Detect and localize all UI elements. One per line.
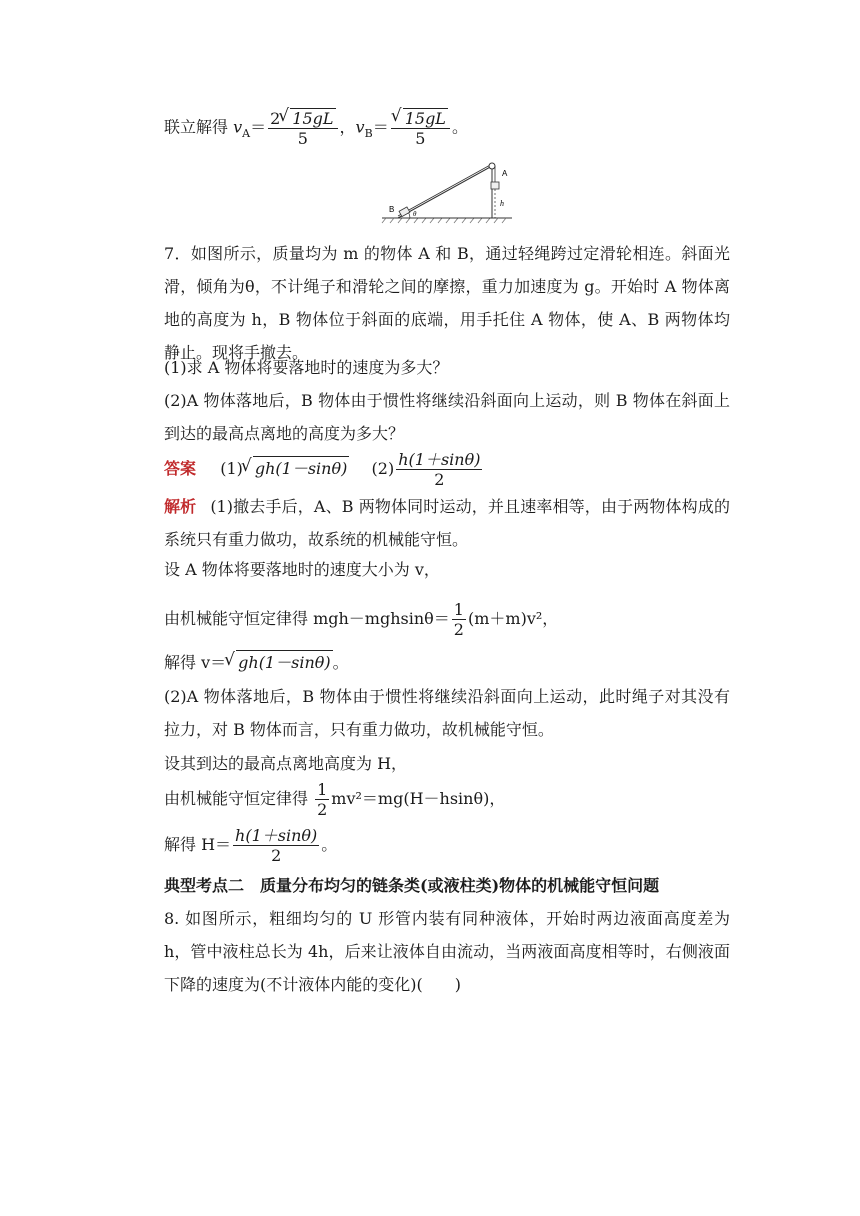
half-den-2: 2	[317, 800, 328, 820]
analysis-p8-fraction	[233, 826, 319, 865]
analysis-p4-prefix: 解得 v＝	[164, 653, 227, 672]
analysis-p2: 设 A 物体将要落地时的速度大小为 v，	[164, 560, 440, 579]
analysis-p8-den: 2	[271, 846, 282, 866]
analysis-p3-fraction	[452, 600, 466, 639]
half-num: 1	[453, 600, 464, 619]
result-line	[164, 108, 468, 148]
answer-part2-prefix: (2)	[371, 459, 395, 479]
analysis-p1-text: (1)撤去手后，A、B 两物体同时运动，并且速率相等，由于两物体构成的系统只有重力做功，故系统的机械能守恒。	[164, 497, 730, 549]
analysis-p4-radicand: gh(1－sinθ)	[236, 650, 332, 675]
va-radicand: 15gL	[292, 109, 334, 128]
block-b	[399, 207, 410, 217]
half-den: 2	[453, 620, 464, 640]
analysis-p8	[164, 826, 337, 865]
eq-sign-2: ＝	[372, 117, 389, 137]
q8-stem: 8. 如图所示，粗细均匀的 U 形管内装有同种液体，开始时两边液面高度差为 h，管中液柱总长为 4h，后来让液体自由流动，当两液面高度相等时，右侧液面下降的速度为(不计液体内能的变化)( )	[164, 909, 730, 994]
q7-stem: 7．如图所示，质量均为 m 的物体 A 和 B，通过轻绳跨过定滑轮相连。斜面光滑，倾角为θ，不计绳子和滑轮之间的摩擦，重力加速度为 g。开始时 A 物体离地的高度为 h，B 物体位于斜面的底端，用手托住 A 物体，使 A、B 两物体均静止。现将手撤去。	[164, 244, 730, 362]
va-denominator: 5	[297, 129, 308, 149]
result-prefix: 联立解得	[164, 117, 234, 137]
incline-pulley-figure	[378, 160, 514, 224]
analysis-p4	[164, 650, 349, 675]
analysis-p1	[164, 490, 730, 556]
analysis-p7-suffix: mv²＝mg(H－hsinθ)，	[331, 789, 506, 809]
q7-part2: (2)A 物体落地后，B 物体由于惯性将继续沿斜面向上运动，则 B 物体在斜面上到达的最高点离地的高度为多大？	[164, 391, 730, 443]
analysis-p8-prefix: 解得 H＝	[164, 835, 232, 855]
va-sub: A	[242, 126, 251, 140]
analysis-p7-prefix: 由机械能守恒定律得	[164, 789, 314, 809]
va-fraction	[268, 108, 337, 148]
analysis-p7	[164, 780, 505, 819]
vb-fraction	[391, 108, 450, 148]
comma: ，	[339, 117, 356, 137]
analysis-p8-num: h(1＋sinθ)	[235, 826, 318, 845]
answer-line	[164, 450, 484, 489]
analysis-p6: 设其到达的最高点离地高度为 H，	[164, 754, 408, 773]
answer-part1-prefix: (1)	[220, 459, 243, 479]
answer-part1-radicand: gh(1－sinθ)	[253, 456, 349, 481]
label-theta: θ	[413, 210, 417, 218]
vb-var: v	[355, 117, 365, 137]
section-title: 典型考点二 质量分布均匀的链条类(或液柱类)物体的机械能守恒问题	[164, 876, 660, 895]
analysis-p3-prefix: 由机械能守恒定律得 mgh－mghsinθ＝	[164, 609, 450, 629]
block-a	[491, 182, 499, 189]
vb-radicand: 15gL	[404, 109, 446, 128]
answer-part2-den: 2	[434, 470, 445, 490]
analysis-p3-suffix: (m＋m)v²，	[467, 609, 559, 629]
half-num-2: 1	[317, 780, 328, 799]
label-a: A	[502, 169, 508, 178]
answer-part2-fraction	[396, 450, 482, 489]
analysis-p3	[164, 600, 558, 639]
analysis-label: 解析	[164, 497, 197, 516]
va-coef: 2	[270, 109, 281, 128]
vb-denominator: 5	[415, 129, 426, 149]
label-b: B	[389, 205, 395, 214]
answer-part2-num: h(1＋sinθ)	[398, 450, 481, 469]
va-var: v	[233, 117, 243, 137]
vb-sub: B	[364, 126, 373, 140]
analysis-p5: (2)A 物体落地后，B 物体由于惯性将继续沿斜面向上运动，此时绳子对其没有拉力，对 B 物体而言，只有重力做功，故机械能守恒。	[164, 687, 730, 739]
analysis-p7-fraction	[315, 780, 329, 819]
analysis-p4-end: 。	[332, 653, 349, 672]
analysis-p8-end: 。	[321, 835, 338, 855]
end-period: 。	[451, 117, 468, 137]
q7-part1: (1)求 A 物体将要落地时的速度为多大？	[164, 358, 449, 377]
eq-sign-1: ＝	[250, 117, 267, 137]
answer-label: 答案	[164, 459, 197, 479]
label-h: h	[500, 199, 504, 208]
